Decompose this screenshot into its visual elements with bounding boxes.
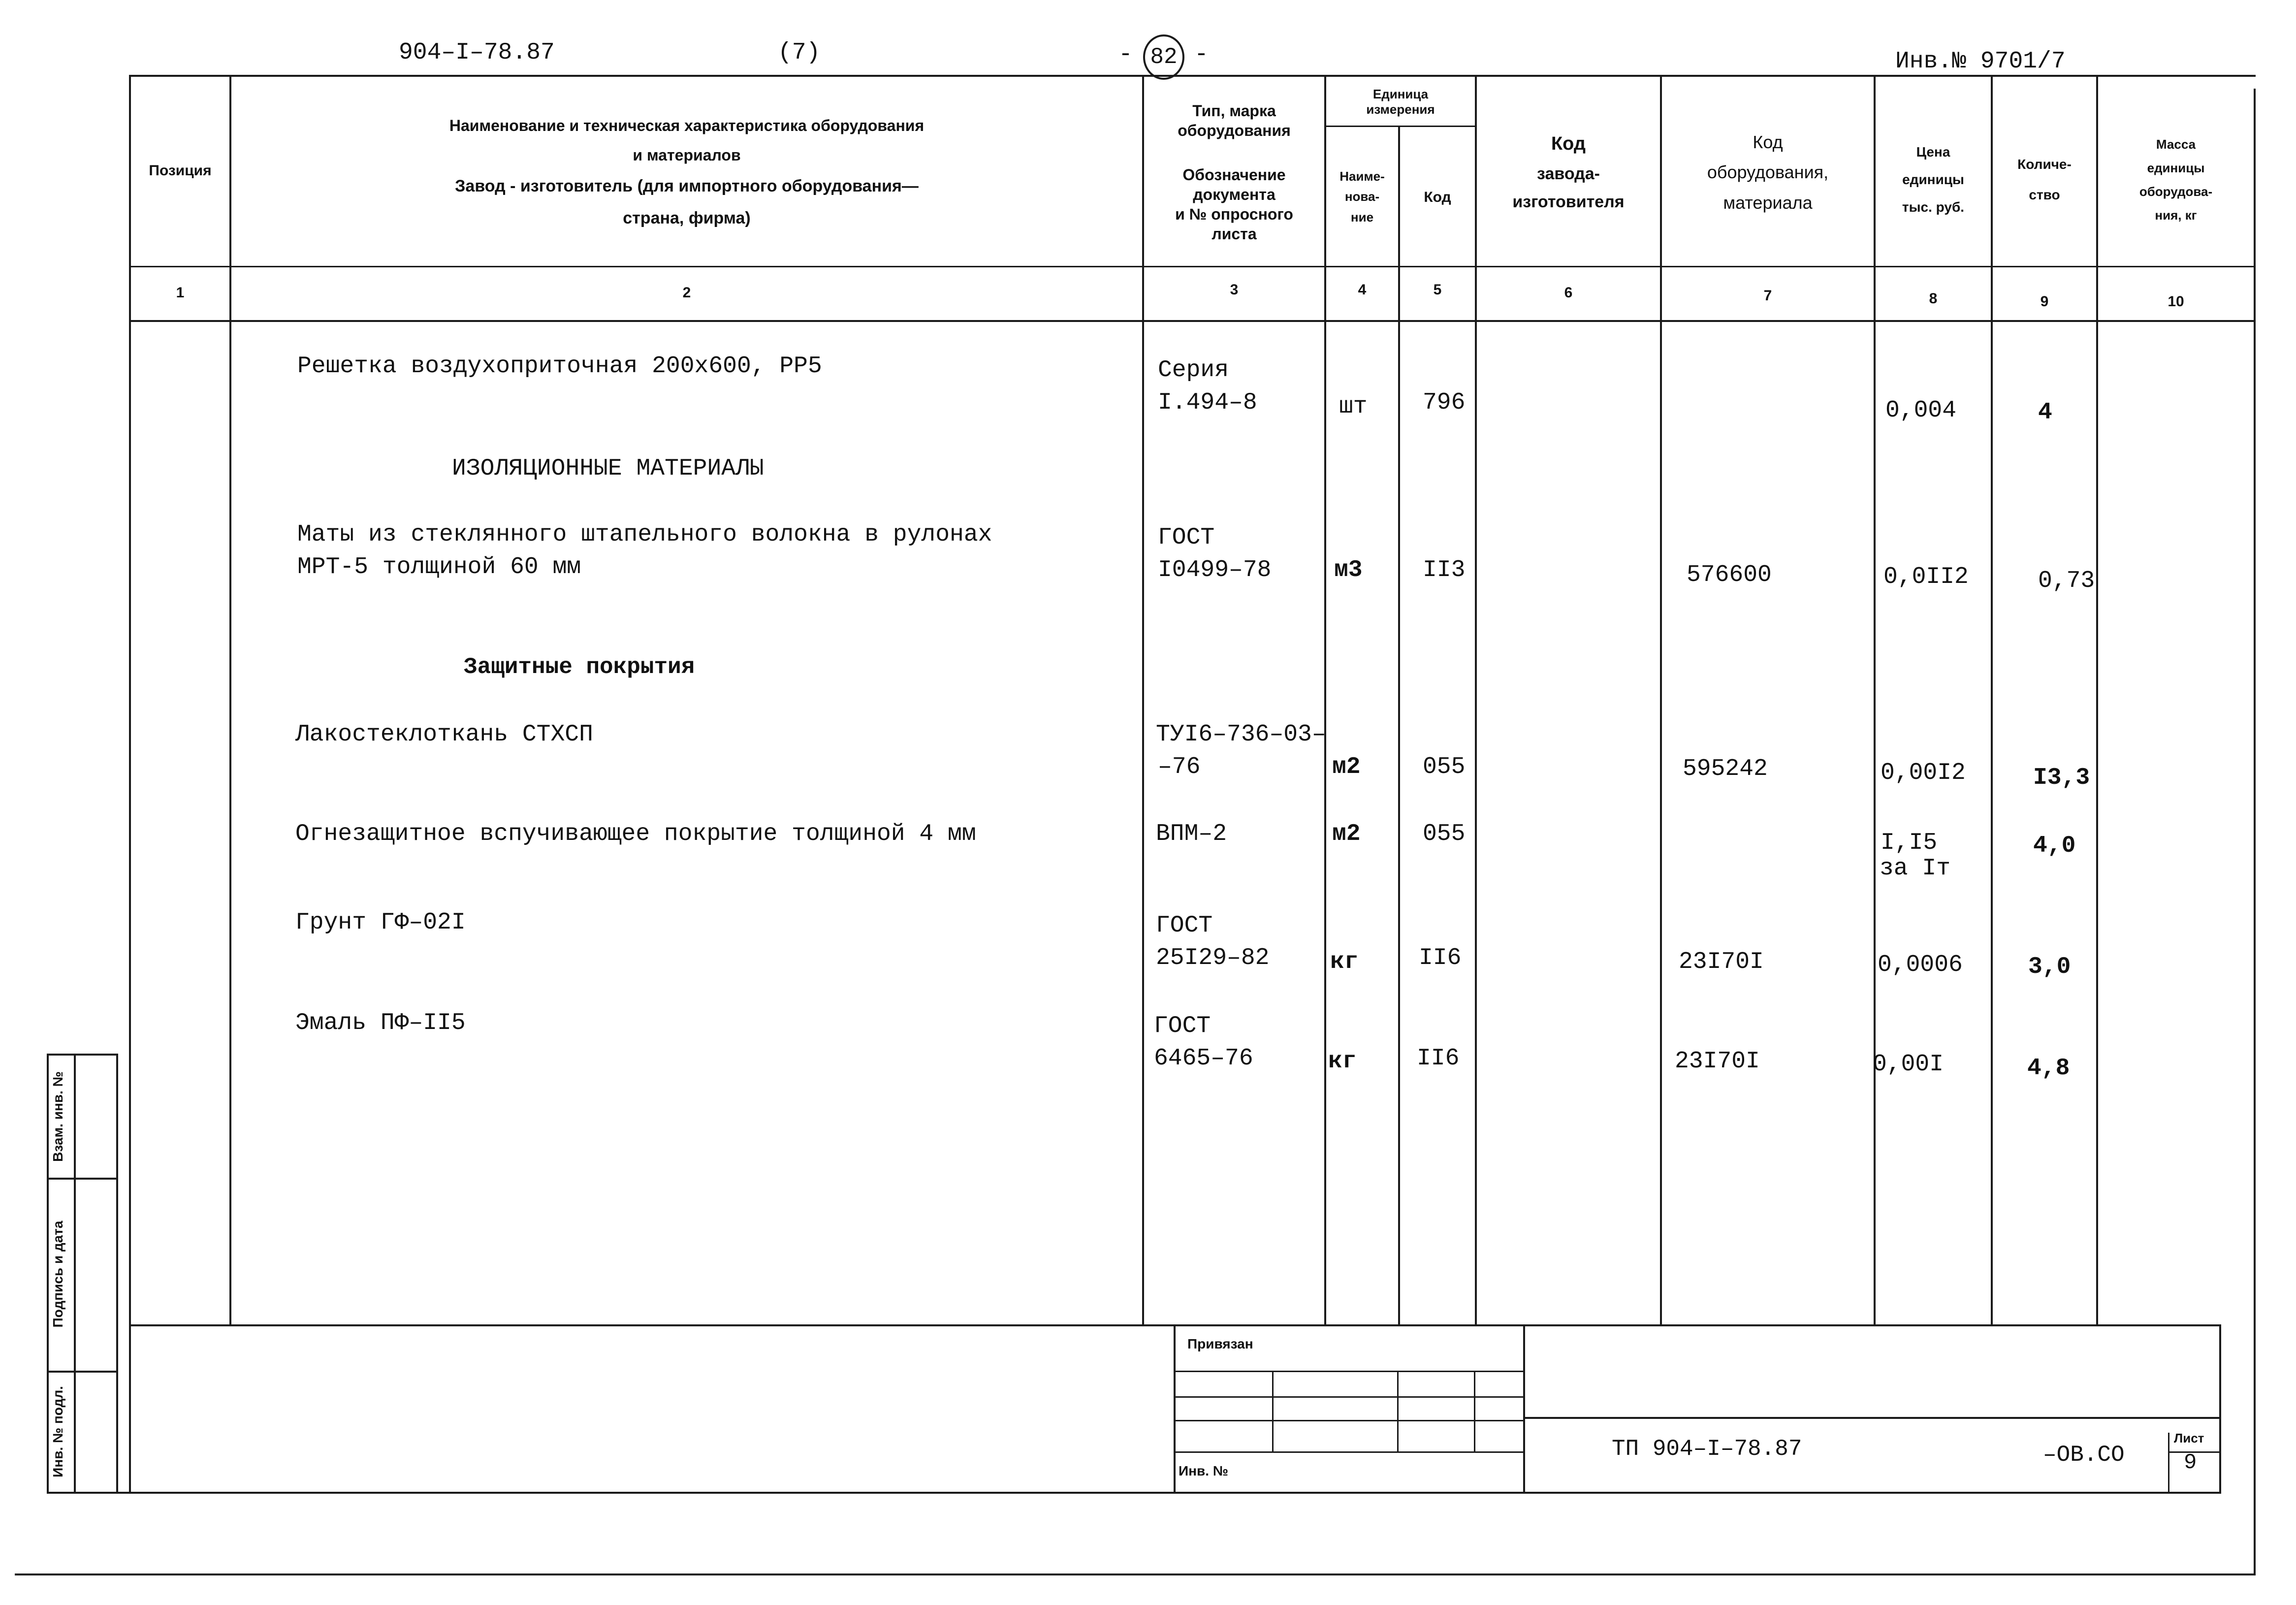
row3-type-line2: I0499–78 bbox=[1158, 557, 1272, 583]
unit-group-title-line1: Единица bbox=[1372, 86, 1429, 101]
col2-number: 2 bbox=[682, 285, 691, 301]
sheet-box-left bbox=[2168, 1433, 2169, 1492]
col2-title-line4: страна, фирма) bbox=[623, 208, 751, 227]
row6-price-line1: I,I5 bbox=[1881, 830, 1938, 856]
row8-material-code: 23I70I bbox=[1675, 1048, 1760, 1075]
col-line-9 bbox=[2096, 75, 2098, 1325]
row5-code: 055 bbox=[1423, 754, 1466, 780]
col5-title-text: Код bbox=[1424, 189, 1451, 205]
row3-unit: м3 bbox=[1334, 557, 1363, 583]
col2-title-line1: Наименование и техническая характеристика оборудования bbox=[449, 116, 925, 134]
col3-title-line4: документа bbox=[1193, 186, 1276, 203]
col6-title-line2: завода- bbox=[1537, 164, 1600, 183]
col6-title-line3: изготовителя bbox=[1512, 193, 1625, 212]
frame-right-lower bbox=[2219, 1324, 2221, 1493]
table-top-border bbox=[129, 75, 2256, 77]
col3-number: 3 bbox=[1230, 282, 1239, 298]
col7-title bbox=[1662, 118, 1874, 226]
row1-type-line1: Серия bbox=[1158, 357, 1229, 384]
unit-group-title bbox=[1326, 81, 1475, 123]
col2-title bbox=[231, 98, 1142, 246]
row7-qty: 3,0 bbox=[2028, 954, 2071, 980]
row5-qty: I3,3 bbox=[2033, 765, 2090, 791]
privyazan-col1 bbox=[1272, 1371, 1274, 1451]
col10-number: 10 bbox=[2168, 293, 2184, 310]
row3-type-line1: ГОСТ bbox=[1158, 524, 1215, 551]
row6-unit: м2 bbox=[1332, 821, 1361, 847]
col1-number: 1 bbox=[176, 285, 185, 301]
col4-title bbox=[1326, 148, 1398, 246]
privyazan-line2 bbox=[1174, 1396, 1523, 1398]
col3-title bbox=[1144, 94, 1324, 251]
outer-frame-bottom bbox=[15, 1573, 2256, 1575]
privyazan-label: Привязан bbox=[1187, 1336, 1253, 1351]
inventory-number: Инв.№ 9701/7 bbox=[1895, 48, 2066, 75]
page-dash-left: - bbox=[1118, 41, 1133, 68]
col8-title-line1: Цена bbox=[1916, 144, 1950, 160]
privyazan-line4 bbox=[1174, 1451, 1523, 1453]
col6-title bbox=[1477, 118, 1660, 226]
row3-price: 0,0II2 bbox=[1883, 564, 1969, 590]
row7-code: II6 bbox=[1419, 945, 1462, 971]
col-line-1 bbox=[229, 75, 231, 1325]
sheet-label: Лист bbox=[2174, 1431, 2204, 1445]
col7-number: 7 bbox=[1763, 288, 1772, 304]
page-number bbox=[1143, 34, 1184, 80]
row7-type-line1: ГОСТ bbox=[1156, 912, 1213, 939]
section-insulation: ИЗОЛЯЦИОННЫЕ МАТЕРИАЛЫ bbox=[452, 455, 764, 482]
col8-number: 8 bbox=[1929, 290, 1938, 307]
col2-title-line2: и материалов bbox=[633, 146, 741, 164]
col7-title-line1: Код bbox=[1753, 132, 1783, 153]
header-divider bbox=[129, 266, 2254, 267]
col7-title-line3: материала bbox=[1723, 192, 1813, 213]
col3-title-line3: Обозначение bbox=[1182, 166, 1286, 184]
outer-frame-right bbox=[2254, 1329, 2256, 1575]
row8-type-line1: ГОСТ bbox=[1154, 1013, 1211, 1039]
privyazan-line1 bbox=[1174, 1371, 1523, 1372]
designation: ТП 904–I–78.87 bbox=[1612, 1436, 1802, 1462]
designation-suffix: –ОВ.СО bbox=[2043, 1442, 2125, 1468]
col4-title-line1: Наиме- bbox=[1339, 168, 1385, 184]
row7-name: Грунт ГФ–02I bbox=[295, 909, 466, 936]
col-line-3 bbox=[1324, 75, 1326, 1325]
row3-name-line2: МРТ-5 толщиной 60 мм bbox=[297, 554, 581, 580]
row3-code: II3 bbox=[1423, 557, 1466, 583]
row5-type-line1: ТУI6–736–03– bbox=[1156, 721, 1326, 748]
col9-title-line1: Количе- bbox=[2017, 157, 2072, 172]
row5-type-line2: –76 bbox=[1158, 754, 1201, 780]
section-protective-coatings: Защитные покрытия bbox=[464, 654, 695, 680]
col3-title-line2: оборудования bbox=[1178, 122, 1291, 139]
privyazan-line3 bbox=[1174, 1420, 1523, 1421]
col5-number: 5 bbox=[1433, 282, 1442, 298]
col9-number: 9 bbox=[2040, 293, 2049, 310]
col1-title bbox=[131, 75, 229, 266]
col4-title-line2: нова- bbox=[1344, 189, 1380, 204]
col3-title-line6: листа bbox=[1212, 225, 1257, 243]
privyazan-col3 bbox=[1474, 1371, 1475, 1451]
col1-title-text: Позиция bbox=[149, 162, 212, 179]
row7-unit: кг bbox=[1330, 949, 1359, 975]
sheet-number: 9 bbox=[2184, 1450, 2197, 1475]
side-stamp-left bbox=[47, 1054, 49, 1493]
side-stamp-mid bbox=[74, 1054, 76, 1493]
stamp-signature-date: Подпись и дата bbox=[50, 1220, 65, 1328]
row8-type-line2: 6465–76 bbox=[1154, 1045, 1253, 1072]
row5-material-code: 595242 bbox=[1683, 756, 1768, 782]
privyazan-col2 bbox=[1397, 1371, 1399, 1451]
col3-title-line1: Тип, марка bbox=[1192, 102, 1276, 120]
col10-title-line3: оборудова- bbox=[2139, 184, 2213, 199]
row5-price: 0,00I2 bbox=[1881, 760, 1966, 786]
col10-title bbox=[2098, 123, 2254, 236]
row1-qty: 4 bbox=[2038, 399, 2052, 426]
col10-title-line2: единицы bbox=[2147, 160, 2205, 175]
col2-title-line3: Завод - изготовитель (для импортного оборудования— bbox=[455, 177, 919, 196]
col3-title-line5: и № опросного bbox=[1175, 205, 1293, 223]
row5-unit: м2 bbox=[1332, 754, 1361, 780]
header-bottom-border bbox=[129, 320, 2254, 322]
row1-unit: шт bbox=[1339, 393, 1368, 420]
row8-price: 0,00I bbox=[1873, 1051, 1944, 1078]
col10-title-line1: Масса bbox=[2156, 136, 2196, 152]
col8-title-line2: единицы bbox=[1902, 172, 1964, 187]
col-line-6 bbox=[1660, 75, 1662, 1325]
col10-title-line4: ния, кг bbox=[2155, 208, 2197, 223]
row5-name: Лакостеклоткань СТХСП bbox=[295, 721, 593, 748]
col-line-2 bbox=[1142, 75, 1144, 1325]
page-dash-right: - bbox=[1194, 41, 1209, 68]
col-line-4 bbox=[1398, 126, 1400, 1325]
unit-group-title-line2: измерения bbox=[1366, 102, 1435, 117]
stamp-replaced-inv: Взам. инв. № bbox=[50, 1071, 65, 1162]
page-number-text: 82 bbox=[1150, 44, 1178, 70]
row6-code: 055 bbox=[1423, 821, 1466, 847]
row7-price: 0,0006 bbox=[1878, 952, 1963, 978]
row1-type-line2: I.494–8 bbox=[1158, 389, 1257, 416]
row8-qty: 4,8 bbox=[2027, 1055, 2070, 1082]
part-number: (7) bbox=[778, 39, 821, 66]
col-line-5 bbox=[1475, 75, 1477, 1325]
row7-type-line2: 25I29–82 bbox=[1156, 945, 1270, 971]
table-right-border bbox=[2254, 89, 2256, 1329]
col-line-7 bbox=[1874, 75, 1876, 1325]
row6-price-line2: за Iт bbox=[1880, 855, 1951, 882]
frame-bottom-border bbox=[47, 1492, 2221, 1494]
row1-code: 796 bbox=[1423, 389, 1466, 416]
privyazan-right bbox=[1523, 1324, 1525, 1493]
col8-title-line3: тыс. руб. bbox=[1902, 199, 1965, 215]
row6-name: Огнезащитное вспучивающее покрытие толщиной 4 мм bbox=[295, 821, 976, 847]
col7-title-line2: оборудования, bbox=[1707, 162, 1829, 183]
row3-qty: 0,73 bbox=[2038, 568, 2095, 594]
col4-number: 4 bbox=[1358, 282, 1367, 298]
col5-title bbox=[1400, 148, 1475, 246]
col9-title-line2: ство bbox=[2029, 187, 2060, 202]
doc-code: 904–I–78.87 bbox=[399, 39, 555, 66]
row3-material-code: 576600 bbox=[1687, 562, 1772, 588]
row8-name: Эмаль ПФ–II5 bbox=[295, 1010, 466, 1036]
row1-name: Решетка воздухоприточная 200х600, РР5 bbox=[297, 353, 822, 380]
row6-qty: 4,0 bbox=[2033, 833, 2076, 859]
col4-title-line3: ние bbox=[1350, 209, 1374, 225]
unit-group-divider bbox=[1324, 126, 1475, 127]
row6-type-line1: ВПМ–2 bbox=[1156, 821, 1227, 847]
row7-material-code: 23I70I bbox=[1679, 949, 1764, 975]
col8-title bbox=[1876, 123, 1991, 236]
col9-title bbox=[1993, 133, 2096, 226]
col6-number: 6 bbox=[1564, 285, 1573, 301]
row1-price: 0,004 bbox=[1885, 397, 1957, 424]
row8-unit: кг bbox=[1328, 1048, 1357, 1075]
side-stamp-right bbox=[116, 1054, 118, 1493]
privyazan-left bbox=[1174, 1324, 1176, 1493]
stamp-original-inv: Инв. № подл. bbox=[50, 1386, 65, 1477]
inv-number-label: Инв. № bbox=[1179, 1463, 1229, 1478]
row3-name-line1: Маты из стеклянного штапельного волокна в рулонах bbox=[297, 521, 992, 548]
row8-code: II6 bbox=[1417, 1045, 1460, 1072]
col-line-8 bbox=[1991, 75, 1993, 1325]
col6-title-line1: Код bbox=[1551, 133, 1586, 154]
designation-top bbox=[1523, 1417, 2221, 1419]
